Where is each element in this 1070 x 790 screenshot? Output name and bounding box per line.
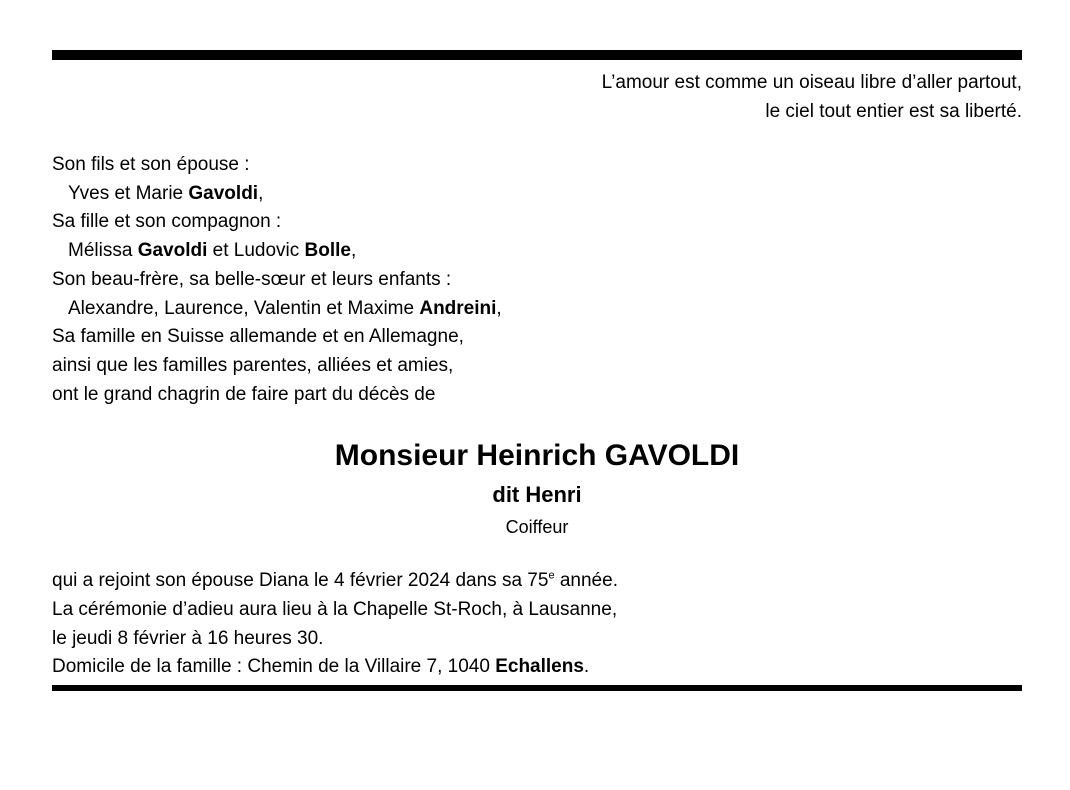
bottom-divider-rule [52, 685, 1022, 691]
text-line [52, 295, 1022, 324]
text-segment: e [548, 570, 555, 582]
top-divider-rule [52, 50, 1022, 60]
epigraph-line-1: L’amour est comme un oiseau libre d’aller partout, [601, 72, 1022, 93]
family-paragraph [52, 151, 1022, 409]
text-segment: Yves et Marie [68, 182, 189, 204]
emphasized-text: Echallens [495, 656, 584, 678]
emphasized-text: Andreini [419, 297, 497, 319]
text-line [52, 208, 1022, 237]
text-segment: et Ludovic [207, 240, 305, 262]
text-line [52, 653, 1022, 682]
text-line [52, 151, 1022, 180]
emphasized-text: Bolle [304, 240, 351, 262]
text-line [52, 237, 1022, 266]
text-segment: le jeudi 8 février à 16 heures 30. [52, 627, 324, 649]
text-segment: . [583, 656, 590, 678]
deceased-name: Monsieur Heinrich GAVOLDI [334, 439, 740, 473]
text-segment: Sa famille en Suisse allemande et en Allemagne, [52, 326, 464, 348]
text-segment: Mélissa [68, 240, 138, 262]
epigraph-line-2: le ciel tout entier est sa liberté. [765, 101, 1022, 122]
details-paragraph [52, 567, 1022, 682]
text-line [52, 596, 1022, 625]
epigraph [52, 68, 1022, 126]
text-line [52, 323, 1022, 352]
text-segment: ainsi que les familles parentes, alliées et amies, [52, 354, 454, 376]
text-segment: , [258, 182, 264, 204]
text-segment: La cérémonie d’adieu aura lieu à la Chapelle St-Roch, à Lausanne, [52, 599, 618, 621]
deceased-block [52, 439, 1022, 539]
text-line [52, 625, 1022, 654]
emphasized-text: Gavoldi [188, 182, 259, 204]
text-segment: Domicile de la famille : Chemin de la Villaire 7, 1040 [52, 656, 496, 678]
text-segment: , [496, 297, 502, 319]
text-line [52, 381, 1022, 410]
deceased-profession: Coiffeur [505, 517, 569, 538]
text-segment: Son fils et son épouse : [52, 154, 250, 175]
text-segment: année. [554, 570, 618, 592]
text-line [52, 266, 1022, 295]
text-line [52, 352, 1022, 381]
emphasized-text: Gavoldi [137, 240, 208, 262]
text-segment: Sa fille et son compagnon : [52, 211, 282, 233]
deceased-alias: dit Henri [492, 482, 582, 508]
text-line [52, 180, 1022, 209]
text-line [52, 567, 1022, 596]
text-segment: Alexandre, Laurence, Valentin et Maxime [68, 297, 420, 319]
text-segment: Son beau-frère, sa belle-sœur et leurs enfants : [52, 268, 452, 290]
text-segment: qui a rejoint son épouse Diana le 4 février 2024 dans sa 75 [52, 570, 549, 592]
text-segment: ont le grand chagrin de faire part du décès de [52, 383, 436, 405]
obituary-page [52, 50, 1022, 691]
text-segment: , [351, 240, 357, 262]
